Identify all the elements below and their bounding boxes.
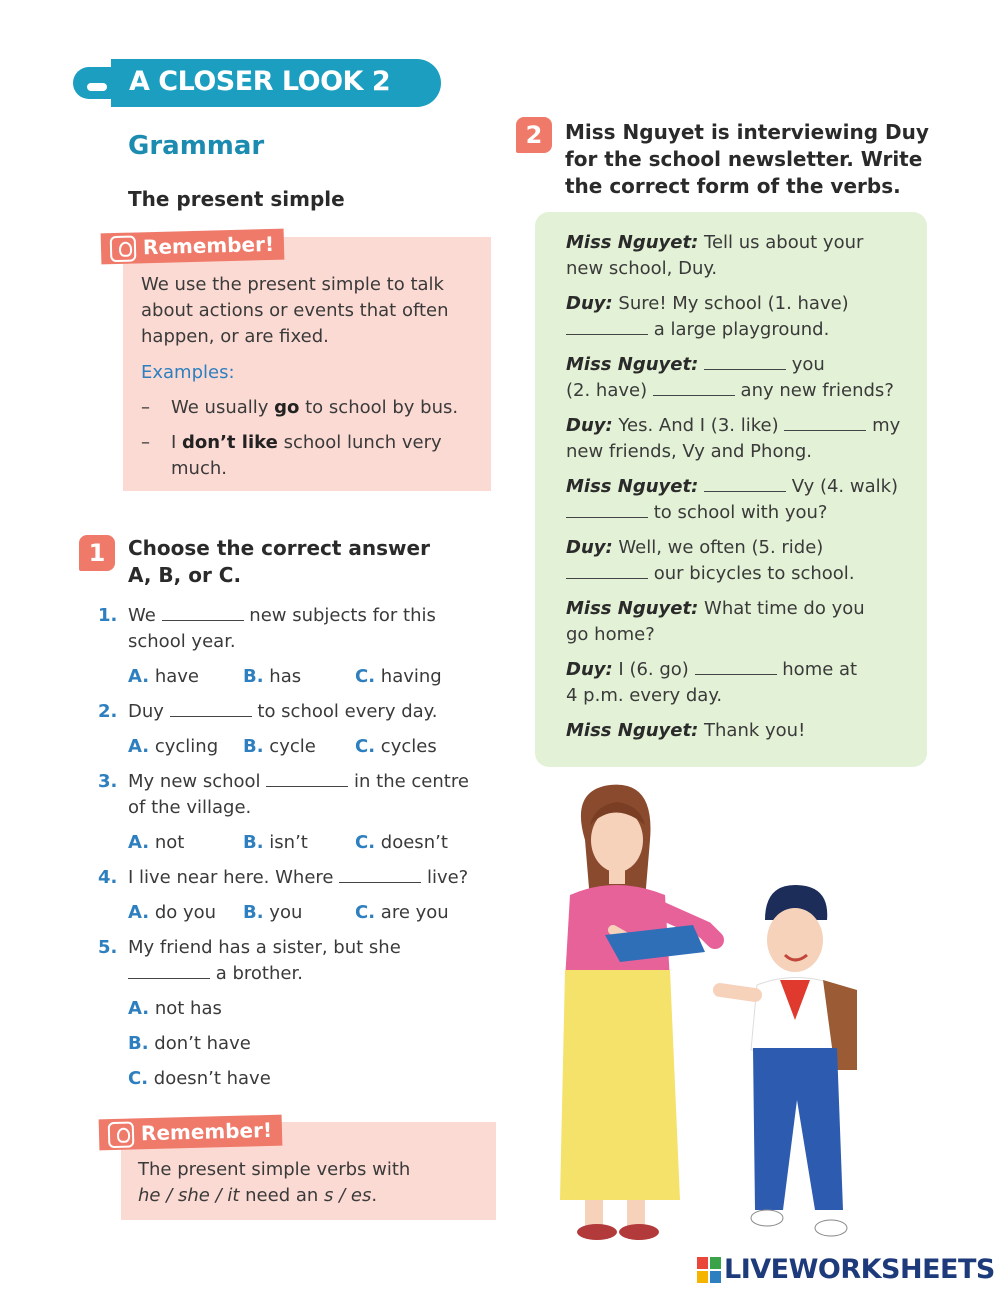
teacher-student-illustration	[545, 780, 865, 1250]
dialogue-line-7: Miss Nguyet: What time do you	[566, 598, 865, 619]
question-1-options[interactable]: A. have B. has C. having	[128, 666, 442, 687]
activity-2-title: Miss Nguyet is interviewing Duy for the school newsletter. Write the correct form of the verbs.	[565, 120, 929, 198]
question-4-options[interactable]: A. do you B. you C. are you	[128, 902, 449, 923]
remember-tag-2: Remember!	[99, 1115, 283, 1151]
answer-blank-4b[interactable]	[566, 504, 648, 518]
question-5-option-c[interactable]: C. doesn’t have	[128, 1068, 271, 1089]
answer-blank-6[interactable]	[695, 661, 777, 675]
example-2: – I don’t like school lunch very	[141, 432, 442, 453]
remember-1-content: We use the present simple to talk about actions or events that often happen, or are fixed. Examples: – We usually go to school by bus. – I don’t like school lunch very much.	[141, 272, 486, 482]
activity-1-title: Choose the correct answer A, B, or C.	[128, 536, 430, 587]
answer-blank[interactable]	[266, 773, 348, 787]
dialogue-line-5: Miss Nguyet: Vy (4. walk)	[566, 476, 899, 497]
answer-blank-4a[interactable]	[704, 478, 786, 492]
question-3: 3. My new school in the centre	[98, 771, 469, 792]
grammar-heading: Grammar	[128, 131, 265, 161]
dialogue-line-9: Miss Nguyet: Thank you!	[566, 720, 806, 741]
dialogue-line-1: Miss Nguyet: Tell us about your	[566, 232, 864, 253]
dialogue-line-2: Duy: Sure! My school (1. have)	[566, 293, 849, 314]
section-header	[73, 59, 441, 107]
dialogue-box: Miss Nguyet: Tell us about your new school, Duy. Duy: Sure! My school (1. have) a large playground. Miss Nguyet: you (2. have) any new friends? Duy: Yes. And I (3. like) my new friends, Vy and Phong. Miss Nguyet: Vy (4. walk) to school with you? Duy: Well, we often (5. ride) our bicycles to school. Miss Nguyet: What time do you go home? Duy: I (6. go) home at 4 p.m. every day. Miss Nguyet: Thank you!	[535, 212, 927, 767]
remember-tag-1: Remember!	[101, 229, 285, 265]
question-2-options[interactable]: A. cycling B. cycle C. cycles	[128, 736, 437, 757]
lightbulb-icon	[108, 1121, 135, 1148]
teacher-figure	[560, 785, 715, 1240]
answer-blank-5[interactable]	[566, 565, 648, 579]
watermark-text: LIVEWORKSHEETS	[724, 1254, 995, 1285]
activity-2-badge: 2	[516, 117, 552, 153]
answer-blank-3[interactable]	[784, 417, 866, 431]
question-2: 2. Duy to school every day.	[98, 701, 438, 722]
answer-blank-2b[interactable]	[653, 382, 735, 396]
question-5-option-b[interactable]: B. don’t have	[128, 1033, 251, 1054]
remember-2-content: The present simple verbs with he / she / it need an s / es.	[138, 1159, 411, 1206]
dialogue-line-4: Duy: Yes. And I (3. like) my	[566, 415, 901, 436]
present-simple-subheading: The present simple	[128, 187, 345, 211]
student-figure	[720, 885, 857, 1236]
answer-blank[interactable]	[162, 607, 244, 621]
dialogue-line-6: Duy: Well, we often (5. ride)	[566, 537, 824, 558]
question-list: 1. We new subjects for this school year. A. have B. has C. having 2. Duy to school every day. A. cycling B. cycle C. cycles 3. My new school in the centre of the village. A. not B. isn’t C. doesn’t 4. I live near here. Where live? A. do you B. you C. are you 5. My friend has a sister, but she a brother. A. not has B. don’t have C. doesn’t have	[98, 603, 498, 1092]
question-5: 5. My friend has a sister, but she	[98, 937, 401, 958]
dialogue-line-3: Miss Nguyet: you	[566, 354, 825, 375]
section-title: A CLOSER LOOK 2	[129, 66, 391, 97]
answer-blank[interactable]	[170, 703, 252, 717]
dialogue-line-8: Duy: I (6. go) home at	[566, 659, 858, 680]
answer-blank[interactable]	[339, 869, 421, 883]
answer-blank[interactable]	[128, 965, 210, 979]
liveworksheets-logo-icon	[697, 1257, 721, 1283]
answer-blank-2a[interactable]	[704, 356, 786, 370]
activity-1-badge: 1	[79, 535, 115, 571]
lightbulb-icon	[110, 235, 137, 262]
question-3-options[interactable]: A. not B. isn’t C. doesn’t	[128, 832, 448, 853]
answer-blank-1[interactable]	[566, 321, 648, 335]
question-1: 1. We new subjects for this	[98, 605, 436, 626]
example-1: – We usually go to school by bus.	[141, 397, 459, 418]
examples-label: Examples:	[141, 362, 235, 383]
question-5-option-a[interactable]: A. not has	[128, 998, 222, 1019]
question-4: 4. I live near here. Where live?	[98, 867, 469, 888]
